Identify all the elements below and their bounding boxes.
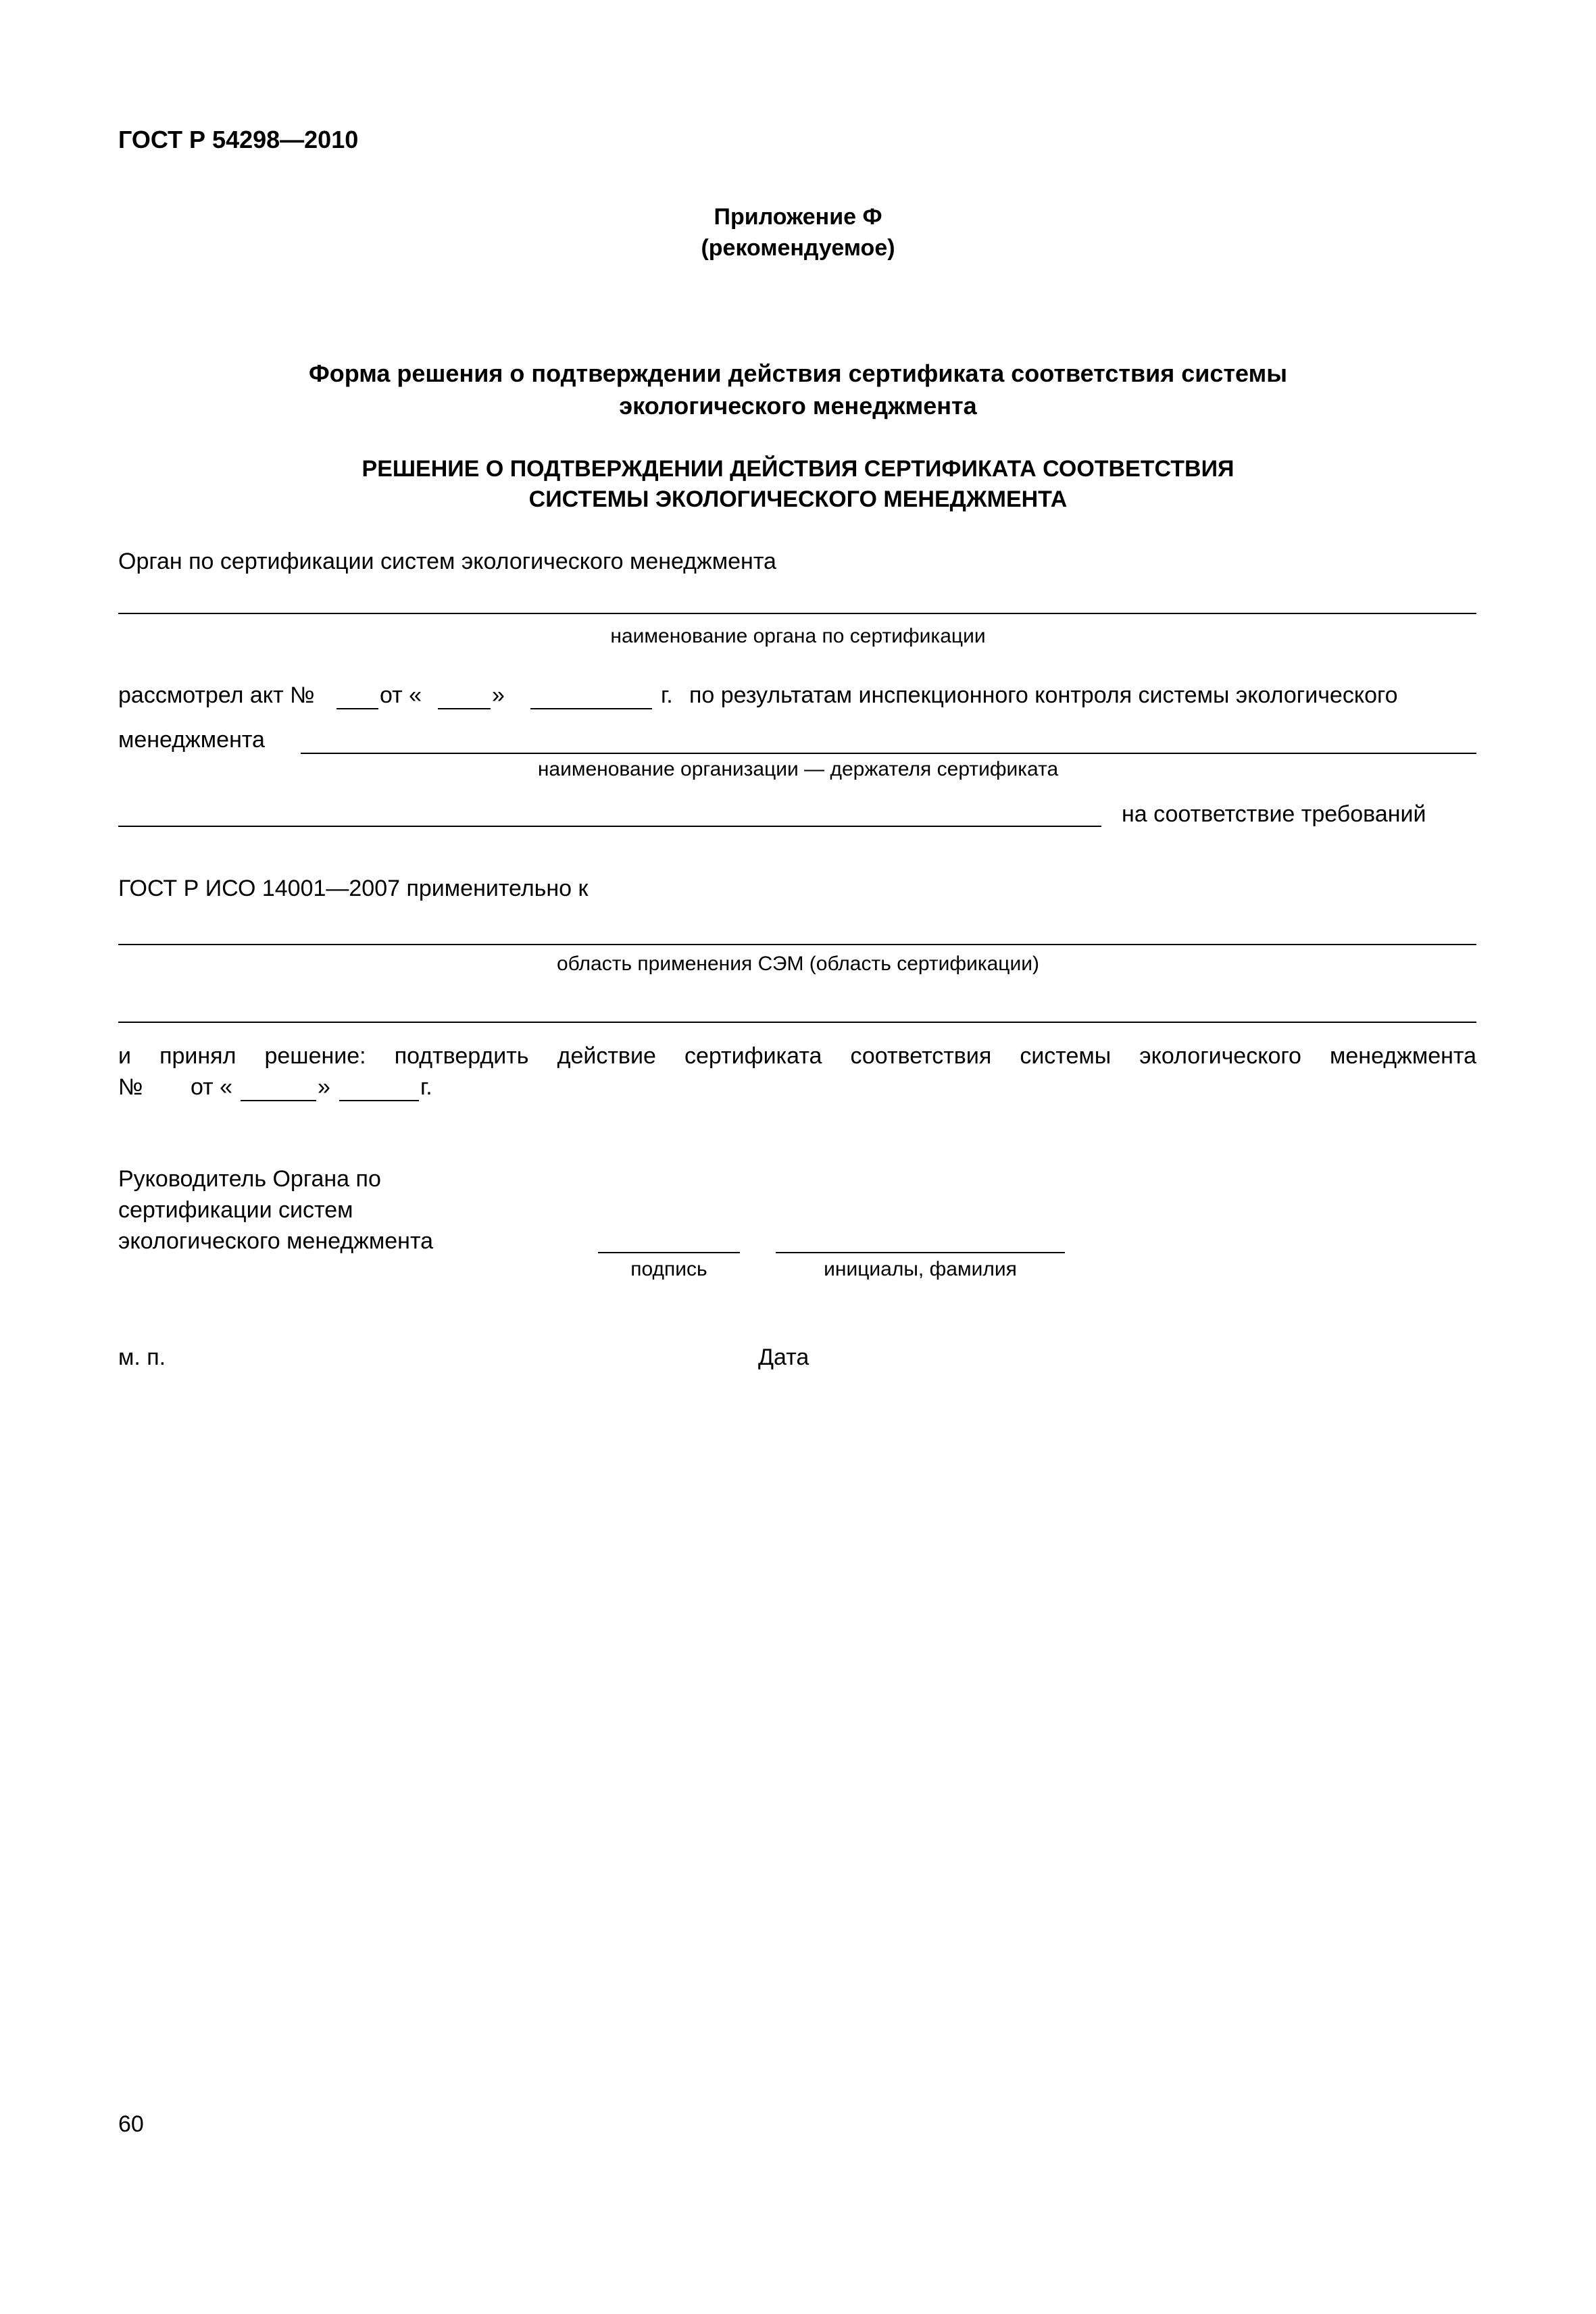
act-year-suffix: г. [661,682,673,708]
organ-label: Орган по сертификации систем экологического менеджмента [118,549,776,574]
signatory-role-line1: Руководитель Органа по [118,1166,381,1192]
annex-status: (рекомендуемое) [701,235,895,261]
scope-field-2 [118,1022,1476,1023]
signatory-role-line3: экологического менеджмента [118,1228,434,1254]
organ-caption: наименование органа по сертификации [610,625,986,647]
cert-month-field [339,1100,419,1101]
requirements-text: на соответствие требований [1122,801,1426,827]
name-caption: инициалы, фамилия [824,1258,1017,1280]
signature-caption: подпись [630,1258,707,1280]
gost-reference: ГОСТ Р ИСО 14001—2007 применительно к [118,876,589,901]
organ-name-field [118,613,1476,614]
act-quote-close: » [492,682,505,708]
stamp-place: м. п. [118,1344,166,1370]
cert-day-field [241,1100,316,1101]
scope-field [118,944,1476,945]
decision-title-line2: СИСТЕМЫ ЭКОЛОГИЧЕСКОГО МЕНЕДЖМЕНТА [528,486,1068,512]
document-header: ГОСТ Р 54298—2010 [118,126,359,153]
act-day-field [438,708,491,709]
decision-text: и принял решение: подтвердить действие сертификата соответствия системы экологического менеджмента [118,1043,1476,1069]
form-title-line2: экологического менеджмента [619,392,977,420]
cert-year-suffix: г. [420,1074,432,1100]
holder-caption: наименование организации — держателя сертификата [537,758,1059,780]
annex-title: Приложение Ф [714,204,882,230]
cert-from: от « [191,1074,233,1100]
act-prefix: рассмотрел акт № [118,682,315,708]
name-field [776,1252,1065,1253]
holder-name-field-2 [118,826,1101,827]
form-title-line1: Форма решения о подтверждении действия сертификата соответствия системы [309,359,1287,387]
scope-caption: область применения СЭМ (область сертификации) [557,953,1039,975]
act-rest: по результатам инспекционного контроля системы экологического [689,682,1398,708]
holder-name-field [301,753,1476,754]
signature-field [598,1252,740,1253]
cert-number-label: № [118,1074,143,1100]
act-number-field [336,708,378,709]
page-number: 60 [118,2111,144,2137]
decision-title-line1: РЕШЕНИЕ О ПОДТВЕРЖДЕНИИ ДЕЙСТВИЯ СЕРТИФИКАТА СООТВЕТСТВИЯ [361,456,1235,482]
date-label: Дата [758,1344,809,1370]
act-from: от « [380,682,422,708]
signatory-role-line2: сертификации систем [118,1197,353,1223]
cert-quote-close: » [318,1074,330,1100]
mgmt-label: менеджмента [118,727,265,753]
act-month-field [530,708,652,709]
